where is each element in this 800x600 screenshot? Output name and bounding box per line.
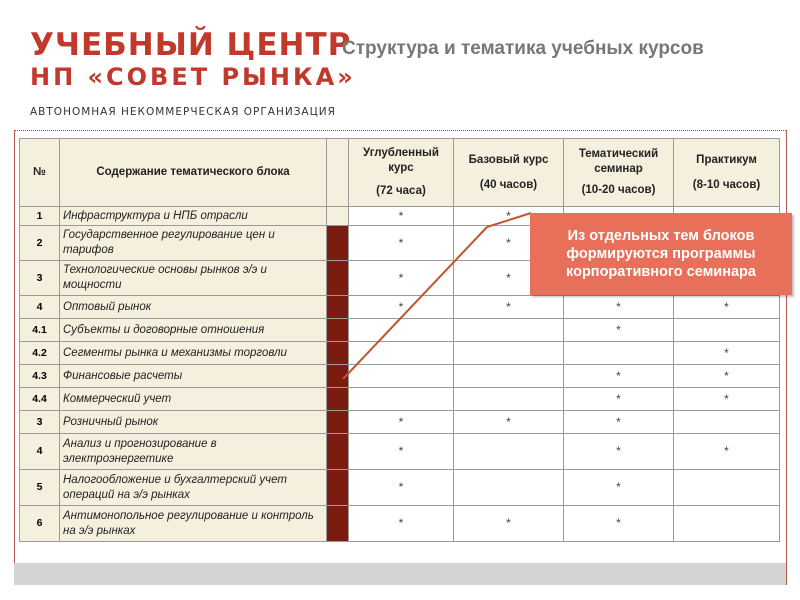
info-callout: [530, 213, 792, 295]
header-basic-title: Базовый курс: [468, 153, 549, 166]
row-number: 1: [20, 207, 60, 226]
header-workshop-title: Практикум: [696, 153, 757, 166]
course-c3-cell: *: [564, 470, 674, 506]
course-c3-cell: *: [564, 434, 674, 470]
row-number: 4.1: [20, 319, 60, 342]
course-c1-cell: *: [349, 207, 454, 226]
course-c4-cell: *: [674, 434, 780, 470]
row-topic: Налогообложение и бухгалтерский учет операций на э/э рынках: [60, 470, 327, 506]
row-topic: Финансовые расчеты: [60, 365, 327, 388]
header-seminar-title: Тематический семинар: [578, 148, 659, 175]
row-topic: Субъекты и договорные отношения: [60, 319, 327, 342]
row-topic: Антимонопольное регулирование и контроль на э/э рынках: [60, 506, 327, 542]
callout-line-3: корпоративного семинара: [566, 264, 756, 280]
course-c3-cell: *: [564, 296, 674, 319]
course-c4-cell: *: [674, 365, 780, 388]
row-number: 4.4: [20, 388, 60, 411]
course-c3-cell: *: [564, 506, 674, 542]
course-c4-cell: *: [674, 342, 780, 365]
logo-line-2: НП «СОВЕТ РЫНКА»: [30, 63, 356, 91]
course-c1-cell: *: [349, 261, 454, 296]
course-c1-cell: *: [349, 434, 454, 470]
row-number: 5: [20, 470, 60, 506]
course-c1-cell: *: [349, 506, 454, 542]
course-c2-cell: *: [454, 261, 564, 296]
course-c3-cell: *: [564, 319, 674, 342]
row-number: 4: [20, 434, 60, 470]
connector-line-2: [487, 213, 531, 227]
callout-line-1: Из отдельных тем блоков: [567, 228, 755, 244]
row-topic: Оптовый рынок: [60, 296, 327, 319]
row-number: 3: [20, 261, 60, 296]
course-c3-cell: *: [564, 411, 674, 434]
row-topic: Анализ и прогнозирование в электроэнергетике: [60, 434, 327, 470]
course-c1-cell: *: [349, 470, 454, 506]
header-advanced-title: Углубленный курс: [363, 147, 439, 174]
row-topic: Технологические основы рынков э/э и мощности: [60, 261, 327, 296]
page-title: Структура и тематика учебных курсов: [342, 38, 704, 59]
course-c1-cell: *: [349, 226, 454, 261]
connector-line-1: [343, 227, 487, 379]
row-topic: Сегменты рынка и механизмы торговли: [60, 342, 327, 365]
row-number: 4.3: [20, 365, 60, 388]
callout-line-2: формируются программы: [566, 246, 756, 262]
course-c4-cell: *: [674, 296, 780, 319]
course-c2-cell: *: [454, 226, 564, 261]
course-c2-cell: *: [454, 411, 564, 434]
row-number: 3: [20, 411, 60, 434]
row-topic: Коммерческий учет: [60, 388, 327, 411]
logo-subtitle: АВТОНОМНАЯ НЕКОММЕРЧЕСКАЯ ОРГАНИЗАЦИЯ: [30, 106, 336, 118]
row-number: 4: [20, 296, 60, 319]
course-c3-cell: *: [564, 365, 674, 388]
header-advanced-hours: (72 часа): [376, 185, 426, 197]
course-c1-cell: *: [349, 296, 454, 319]
course-c2-cell: *: [454, 296, 564, 319]
header-basic-hours: (40 часов): [479, 178, 538, 191]
row-number: 4.2: [20, 342, 60, 365]
course-c3-cell: *: [564, 388, 674, 411]
row-number: 6: [20, 506, 60, 542]
header-content: Содержание тематического блока: [60, 139, 327, 207]
course-c4-cell: *: [674, 388, 780, 411]
course-c1-cell: *: [349, 411, 454, 434]
header-seminar-hours: (10-20 часов): [581, 184, 656, 196]
logo-line-1: УЧЕБНЫЙ ЦЕНТР: [30, 27, 352, 63]
row-number: 2: [20, 226, 60, 261]
row-topic: Инфраструктура и НПБ отрасли: [60, 207, 327, 226]
course-c2-cell: *: [454, 207, 564, 226]
header-workshop-hours: (8-10 часов): [692, 178, 761, 191]
course-c2-cell: *: [454, 506, 564, 542]
header-num: №: [20, 139, 60, 207]
row-topic: Государственное регулирование цен и тарифов: [60, 226, 327, 261]
row-topic: Розничный рынок: [60, 411, 327, 434]
